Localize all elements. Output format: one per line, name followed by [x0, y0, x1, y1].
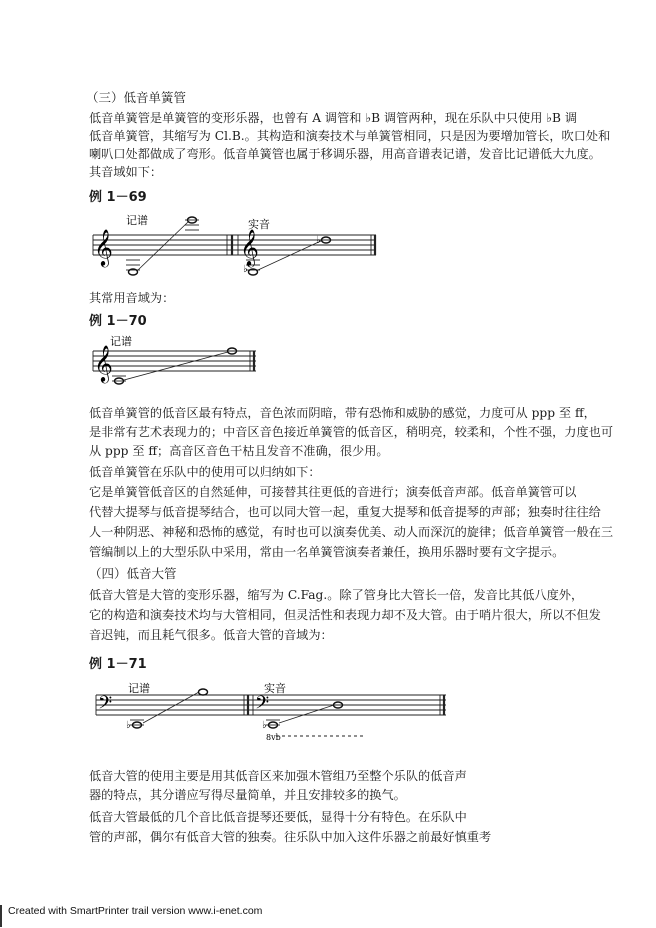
example-label: 例 1－71: [89, 657, 147, 672]
treble-clef-icon: 𝄞: [240, 228, 259, 266]
octave-mark: 8vb: [266, 733, 281, 742]
whole-note: [199, 689, 208, 695]
watermark-footer: Created with SmartPrinter trail version www.i-enet.com: [8, 905, 263, 917]
bass-clef-icon: 𝄢: [98, 693, 113, 718]
music-staff-example-1-69: [88, 212, 388, 274]
section-heading-contrabassoon: （四）低音大管: [89, 566, 177, 581]
section-heading-bass-clarinet: （三）低音单簧管: [86, 90, 187, 105]
paragraph-line: 它的构造和演奏技术均与大管相同，但灵活性和表现力却不及大管。由于哨片很大，所以不但发: [89, 608, 601, 622]
sounding-label: 实音: [264, 682, 286, 695]
page-edge-mark: [0, 905, 2, 927]
paragraph-line: 代替大提琴与低音提琴结合，也可以同大管一起，重复大提琴和低音提琴的声部；独奏时往往给: [89, 505, 601, 519]
paragraph-line: 器的特点，其分谱应写得尽量简单，并且安排较多的换气。: [89, 788, 406, 802]
treble-clef-icon: 𝄞: [94, 228, 113, 266]
paragraph-line: 管的声部，偶尔有低音大管的独奏。往乐队中加入这件乐器之前最好慎重考: [89, 830, 492, 844]
bass-clef-icon: 𝄢: [255, 693, 270, 718]
paragraph-line: 低音大管最低的几个音比低音提琴还要低，显得十分有特色。在乐队中: [89, 810, 467, 824]
example-label: 例 1－69: [89, 190, 147, 205]
paragraph-line: 低音单簧管，其缩写为 Cl.B.。其构造和演奏技术与单簧管相同，只是因为要增加管长，吹口处和: [89, 129, 611, 143]
paragraph-line: 低音单簧管是单簧管的变形乐器，也曾有 A 调管和 ♭B 调管两种，现在乐队中只使用 ♭B 调: [89, 111, 578, 125]
paragraph-line: 喇叭口处都做成了弯形。低音单簧管也属于移调乐器，用高音谱表记谱，发音比记谱低大九度。: [89, 147, 601, 161]
written-label: 记谱: [128, 682, 150, 695]
written-label: 记谱: [126, 214, 148, 227]
music-staff-example-1-71: [96, 680, 456, 742]
sounding-label: 实音: [248, 218, 270, 231]
treble-clef-icon: 𝄞: [94, 344, 113, 382]
written-label: 记谱: [110, 335, 132, 348]
example-label: 例 1－70: [89, 314, 147, 329]
flat-icon: ♭: [126, 720, 131, 731]
flat-icon: ♭: [262, 720, 267, 731]
paragraph-line: 其音域如下：: [89, 165, 163, 179]
paragraph-line: 低音单簧管在乐队中的使用可以归纳如下：: [89, 465, 321, 479]
paragraph-line: 人一种阴恶、神秘和恐怖的感觉，有时也可以演奏优美、动人而深沉的旋律；低音单簧管一般在三: [89, 525, 614, 539]
paragraph-line: 管编制以上的大型乐队中采用，常由一名单簧管演奏者兼任，换用乐器时要有文字提示。: [89, 545, 565, 559]
flat-icon: ♭: [243, 264, 248, 275]
paragraph-line: 其常用音域为：: [89, 291, 175, 305]
paragraph-line: 从 ppp 至 ff；高音区音色干枯且发音不准确，很少用。: [89, 444, 389, 458]
paragraph-line: 音迟钝，而且耗气很多。低音大管的音域为：: [89, 628, 333, 642]
paragraph-line: 低音大管的使用主要是用其低音区来加强木管组乃至整个乐队的低音声: [89, 769, 467, 783]
music-staff-example-1-70: [88, 334, 268, 384]
paragraph-line: 是非常有艺术表现力的；中音区音色接近单簧管的低音区，稍明亮，较柔和，个性不强，力度也可: [89, 425, 614, 439]
paragraph-line: 低音单簧管的低音区最有特点，音色浓而阴暗，带有恐怖和威胁的感觉，力度可从 ppp 至 ff，: [89, 406, 596, 420]
paragraph-line: 它是单簧管低音区的自然延伸，可接替其往更低的音进行；演奏低音声部。低音单簧管可以: [89, 485, 577, 499]
paragraph-line: 低音大管是大管的变形乐器，缩写为 C.Fag.。除了管身比大管长一倍，发音比其低八度外，: [89, 588, 584, 602]
flat-icon: ♭: [316, 235, 321, 246]
